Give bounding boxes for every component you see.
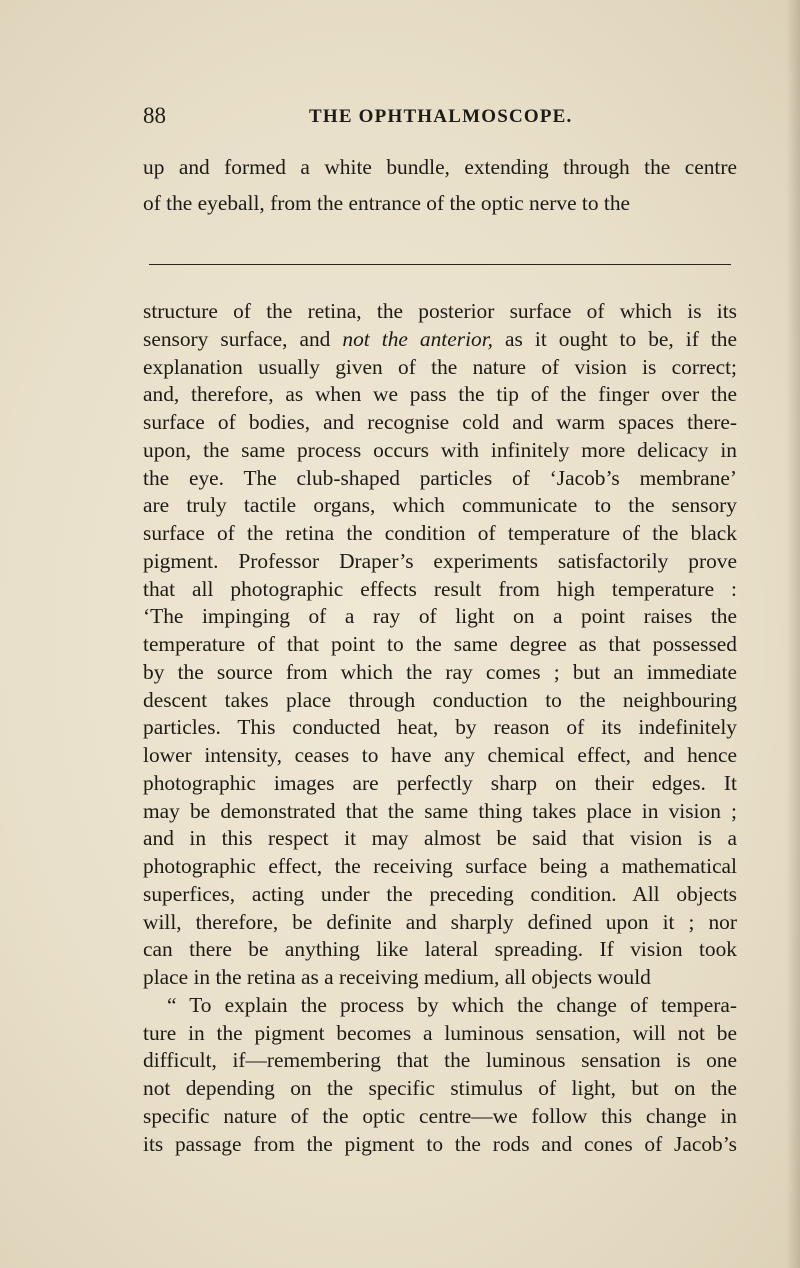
text-line: specific nature of the optic centre—we follow this change in [143, 1103, 737, 1128]
page-number: 88 [143, 103, 166, 128]
page-edge-shadow [786, 0, 800, 1268]
text-line: explanation usually given of the nature of vision is correct; [143, 354, 737, 379]
text-line: are truly tactile organs, which communicate to the sensory [143, 493, 737, 518]
page-header [143, 102, 743, 130]
text-line: ‘The impinging of a ray of light on a point raises the [143, 604, 737, 629]
text-line: and in this respect it may almost be said that vision is a [143, 826, 737, 851]
text-line: descent takes place through conduction to the neighbouring [143, 687, 737, 712]
text-line: ture in the pigment becomes a luminous sensation, will not be [143, 1020, 737, 1045]
text-segment: as it ought to be, if the [493, 326, 737, 351]
text-line: “ To explain the process by which the change of tempera- [167, 992, 737, 1017]
italic-phrase: not the anterior, [342, 326, 494, 351]
text-line: surface of bodies, and recognise cold and warm spaces there- [143, 410, 737, 434]
text-line: the eye. The club-shaped particles of ‘Jacob’s membrane’ [143, 465, 737, 490]
text-line: will, therefore, be definite and sharply defined upon it ; nor [143, 909, 737, 934]
text-line: up and formed a white bundle, extending through the centre [143, 155, 737, 179]
text-line: of the eyeball, from the entrance of the optic nerve to the [143, 191, 631, 215]
horizontal-rule [149, 264, 731, 265]
text-segment: sensory surface, and [143, 326, 343, 351]
text-line: surface of the retina the condition of temperature of the black [143, 521, 737, 545]
text-line: difficult, if—remembering that the luminous sensation is one [143, 1048, 737, 1073]
text-line: photographic images are perfectly sharp on their edges. It [143, 770, 737, 795]
text-line: place in the retina as a receiving medium, all objects would [143, 965, 651, 989]
text-line: temperature of that point to the same degree as that possessed [143, 632, 737, 656]
text-line: by the source from which the ray comes ; but an immediate [143, 659, 737, 684]
text-line: lower intensity, ceases to have any chemical effect, and hence [143, 743, 737, 767]
text-line: structure of the retina, the posterior surface of which is its [143, 299, 737, 323]
text-line: upon, the same process occurs with infinitely more delicacy in [143, 437, 737, 462]
top-paragraph [143, 149, 737, 221]
text-line: that all photographic effects result from high temperature : [143, 576, 737, 601]
text-line: can there be anything like lateral spreading. If vision took [143, 937, 737, 962]
running-title: THE OPHTHALMOSCOPE. [309, 106, 573, 127]
text-line: and, therefore, as when we pass the tip of the finger over the [143, 382, 737, 407]
text-line: particles. This conducted heat, by reason of its indefinitely [143, 715, 737, 740]
text-line: pigment. Professor Draper’s experiments satisfactorily prove [143, 548, 737, 573]
main-text [143, 298, 737, 1158]
text-line: not depending on the specific stimulus of light, but on the [143, 1076, 737, 1100]
text-line-with-italic [143, 326, 737, 354]
text-line: may be demonstrated that the same thing takes place in vision ; [143, 798, 737, 823]
text-line: superfices, acting under the preceding condition. All objects [143, 881, 737, 906]
text-line: photographic effect, the receiving surface being a mathematical [143, 854, 737, 878]
text-line: its passage from the pigment to the rods and cones of Jacob’s [143, 1131, 737, 1156]
